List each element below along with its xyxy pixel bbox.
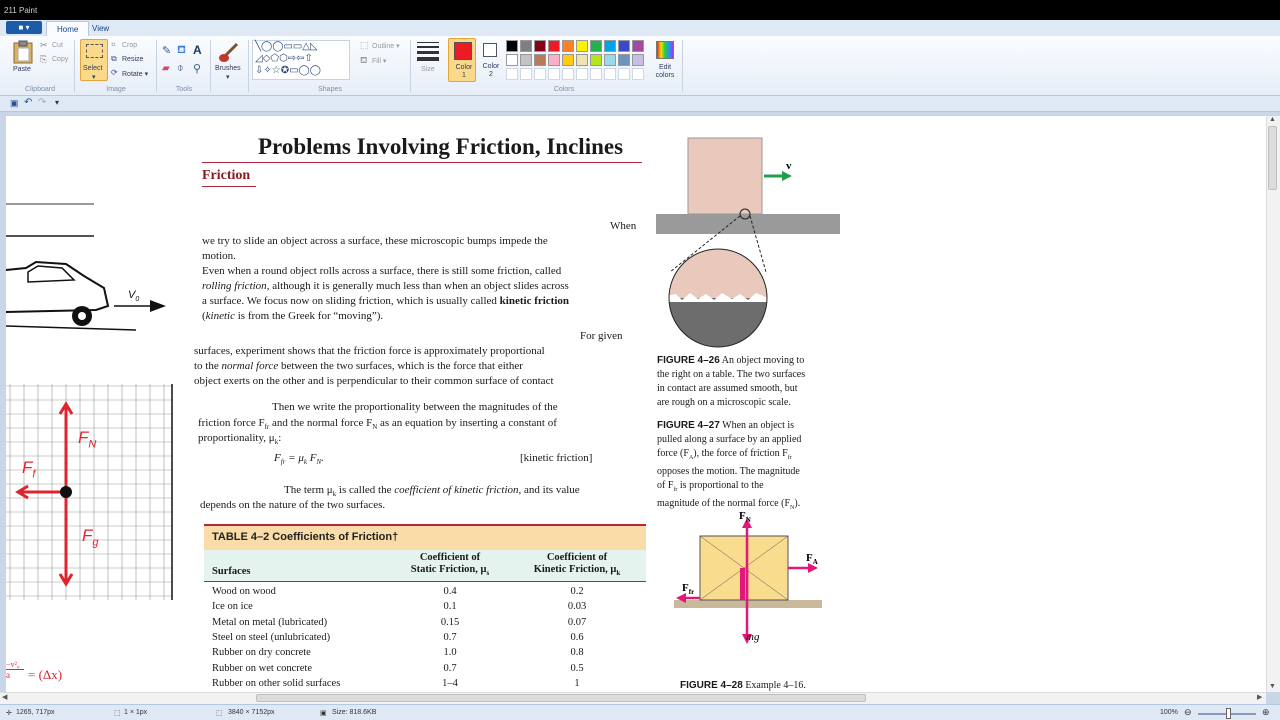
vertical-scrollbar[interactable] bbox=[1266, 116, 1280, 692]
table-row bbox=[204, 601, 646, 616]
figure-4-27-caption: FIGURE 4–27 When an object is pulled along a surface by an applied force $(F_A)$, the force of friction $F_{fr}$ opposes the motion. The magnitude of $F_{fr}$ is proportional to the magnitude of the normal force $(F_N)$. bbox=[657, 420, 802, 511]
disk-icon: ▣ bbox=[320, 710, 327, 717]
cell-static: 0.7 bbox=[443, 662, 457, 674]
paragraph-1a: When bbox=[610, 220, 637, 232]
shapes-gallery[interactable] bbox=[252, 40, 350, 80]
select-icon bbox=[86, 44, 103, 58]
color-picker-icon[interactable]: ⌽ bbox=[177, 62, 184, 74]
palette-swatch-empty[interactable] bbox=[618, 68, 630, 80]
paragraph-1b: we try to slide an object across a surface, these microscopic bumps impede the bbox=[202, 235, 548, 247]
palette-swatch-empty[interactable] bbox=[632, 68, 644, 80]
palette-swatch-empty[interactable] bbox=[576, 68, 588, 80]
palette-swatch[interactable] bbox=[534, 40, 546, 52]
eraser-icon[interactable]: ▰ bbox=[162, 63, 170, 74]
color1-button[interactable] bbox=[448, 38, 476, 82]
palette-swatch-empty[interactable] bbox=[604, 68, 616, 80]
cursor-position: 1265, 717px bbox=[16, 709, 55, 716]
cell-surface: Wood on wood bbox=[212, 586, 276, 597]
shapes-group-label: Shapes bbox=[318, 86, 342, 93]
resize-button[interactable]: Resize bbox=[122, 56, 144, 63]
image-size: 3840 × 7152px bbox=[228, 709, 275, 716]
palette-swatch[interactable] bbox=[618, 40, 630, 52]
paste-label: Paste bbox=[13, 66, 31, 73]
paragraph-3c: to the normal force between the two surfaces, which is the force that either bbox=[194, 360, 523, 372]
friction-table bbox=[204, 524, 646, 692]
cell-static: 1–4 bbox=[442, 677, 458, 689]
table-title: TABLE 4–2 Coefficients of Friction† bbox=[212, 531, 399, 543]
cell-surface: Steel on steel (unlubricated) bbox=[212, 631, 331, 643]
paint-menu-button[interactable]: ■ ▾ bbox=[6, 21, 42, 34]
outline-icon: ⬚ bbox=[360, 40, 369, 50]
zoom-out-icon[interactable]: ⊖ bbox=[1184, 707, 1192, 717]
separator bbox=[156, 40, 157, 92]
kinematics-formula bbox=[6, 660, 24, 680]
pencil-icon[interactable]: ✎ bbox=[162, 45, 172, 57]
quick-access-toolbar bbox=[0, 96, 1280, 112]
figure-4-28-caption: FIGURE 4–28 Example 4–16. bbox=[680, 680, 806, 691]
customize-qat-icon[interactable]: ▾ bbox=[55, 98, 60, 107]
undo-icon[interactable]: ↶ bbox=[24, 97, 33, 108]
palette-swatch-empty[interactable] bbox=[590, 68, 602, 80]
formula-numerator: −v²₀ bbox=[6, 660, 24, 670]
rotate-button[interactable]: Rotate ▾ bbox=[122, 71, 149, 78]
table-row bbox=[204, 632, 646, 647]
cell-kinetic: 1 bbox=[574, 677, 580, 689]
figure-4-26-caption: FIGURE 4–26 An object moving to the right on a table. The two surfaces in contact are assumed smooth, but are rough on a microscopic scale. bbox=[657, 355, 806, 408]
cell-surface: Rubber on other solid surfaces bbox=[212, 677, 341, 689]
zoom-in-icon[interactable]: ⊕ bbox=[1262, 707, 1270, 717]
separator bbox=[210, 40, 211, 92]
colors-group-label: Colors bbox=[553, 86, 575, 93]
select-button[interactable] bbox=[80, 39, 108, 81]
section-underline bbox=[202, 186, 256, 187]
cell-static: 0.15 bbox=[440, 616, 460, 628]
cell-kinetic: 0.03 bbox=[567, 601, 587, 613]
status-bar bbox=[0, 704, 1280, 720]
brushes-label: Brushes bbox=[215, 65, 241, 72]
vertical-scroll-thumb[interactable] bbox=[1268, 126, 1277, 190]
image-size-icon: ⬚ bbox=[216, 710, 223, 717]
zoom-level: 100% bbox=[1160, 709, 1178, 716]
color-palette bbox=[506, 40, 652, 82]
title-underline bbox=[202, 162, 642, 163]
color2-swatch bbox=[483, 43, 497, 57]
car-sketch bbox=[6, 200, 176, 340]
fa-vector-label: $F_A$ bbox=[806, 552, 818, 567]
cell-surface: Metal on metal (lubricated) bbox=[212, 616, 328, 628]
column-header-surfaces: Surfaces bbox=[212, 566, 251, 577]
paragraph-3b: surfaces, experiment shows that the friction force is approximately proportional bbox=[194, 345, 545, 357]
separator bbox=[410, 40, 411, 92]
crop-icon: ⌗ bbox=[111, 40, 116, 49]
copy-icon: ⎘ bbox=[40, 54, 48, 64]
palette-swatch[interactable] bbox=[632, 54, 644, 66]
cell-surface: Rubber on dry concrete bbox=[212, 647, 311, 659]
copy-button[interactable]: Copy bbox=[52, 56, 69, 63]
cell-kinetic: 0.2 bbox=[570, 586, 584, 597]
clipboard-group-label: Clipboard bbox=[25, 86, 55, 93]
palette-swatch[interactable] bbox=[604, 40, 616, 52]
palette-swatch-empty[interactable] bbox=[548, 68, 560, 80]
palette-swatch-empty[interactable] bbox=[562, 68, 574, 80]
page-title: Problems Involving Friction, Inclines bbox=[258, 134, 624, 159]
cell-kinetic: 0.6 bbox=[570, 631, 584, 643]
palette-swatch-empty[interactable] bbox=[534, 68, 546, 80]
paragraph-2b: rolling friction, although it is generally much less than when an object slides across bbox=[202, 280, 569, 292]
v0-label: $V_0$ bbox=[128, 289, 140, 304]
palette-swatch-empty[interactable] bbox=[506, 68, 518, 80]
table-row bbox=[204, 586, 646, 601]
paragraph-1c: motion. bbox=[202, 250, 236, 262]
cell-surface: Rubber on wet concrete bbox=[212, 662, 313, 674]
brushes-button[interactable] bbox=[214, 39, 244, 81]
table-row bbox=[204, 663, 646, 678]
color2-button[interactable] bbox=[478, 38, 504, 82]
palette-swatch[interactable] bbox=[632, 40, 644, 52]
magnifier-icon[interactable]: ⚲ bbox=[193, 63, 202, 75]
column-header-kinetic: Coefficient of Kinetic Friction, $\mu_k$ bbox=[533, 552, 621, 578]
rotate-icon: ⟳ bbox=[111, 68, 118, 77]
palette-swatch[interactable] bbox=[576, 40, 588, 52]
column-header-static: Coefficient of Static Friction, $\mu_s$ bbox=[410, 552, 490, 578]
edit-colors-button[interactable] bbox=[654, 40, 676, 82]
paragraph-3d: object exerts on the other and is perpendicular to their common surface of contact bbox=[194, 375, 554, 387]
paragraph-2a: Even when a round object rolls across a surface, there is still some friction, called bbox=[202, 265, 562, 277]
palette-swatch[interactable] bbox=[520, 54, 532, 66]
fill-bucket-icon: ⛾ bbox=[360, 55, 368, 65]
cursor-position-icon: ✛ bbox=[6, 710, 12, 717]
palette-swatch[interactable] bbox=[562, 40, 574, 52]
paint-canvas[interactable] bbox=[6, 116, 1266, 692]
palette-swatch[interactable] bbox=[590, 40, 602, 52]
zoom-slider-thumb[interactable] bbox=[1226, 708, 1231, 719]
scroll-left-icon[interactable]: ◀ bbox=[2, 694, 8, 701]
palette-swatch[interactable] bbox=[520, 40, 532, 52]
redo-icon[interactable]: ↷ bbox=[38, 97, 47, 108]
figure-4-26-diagram bbox=[656, 136, 846, 362]
scroll-up-icon[interactable]: ▲ bbox=[1269, 116, 1276, 123]
table-row bbox=[204, 647, 646, 662]
palette-swatch[interactable] bbox=[534, 54, 546, 66]
save-icon[interactable]: ▣ bbox=[10, 98, 19, 108]
cell-static: 1.0 bbox=[443, 647, 457, 659]
file-size: Size: 818.6KB bbox=[332, 709, 377, 716]
palette-swatch-empty[interactable] bbox=[520, 68, 532, 80]
selection-size-icon: ⬚ bbox=[114, 710, 121, 717]
image-group-label: Image bbox=[106, 86, 126, 93]
palette-swatch[interactable] bbox=[506, 40, 518, 52]
scissors-icon: ✂ bbox=[40, 40, 48, 50]
fill-icon[interactable]: ⛾ bbox=[177, 44, 186, 56]
paragraph-4c: proportionality, $\mu_k$: bbox=[198, 432, 282, 447]
cell-kinetic: 0.5 bbox=[570, 662, 584, 674]
crop-button[interactable]: Crop bbox=[122, 42, 138, 49]
paragraph-2c: a surface. We focus now on sliding friction, which is usually called kinetic friction bbox=[202, 295, 570, 307]
mg-vector-label: mg bbox=[746, 631, 760, 643]
text-icon[interactable]: A bbox=[193, 43, 202, 57]
fn-vector-label: $F_N$ bbox=[739, 510, 751, 525]
color2-label: Color 2 bbox=[482, 63, 500, 78]
size-lines-icon bbox=[417, 42, 439, 61]
selection-size: 1 × 1px bbox=[124, 709, 148, 716]
color1-label: Color 1 bbox=[455, 64, 473, 79]
fill-button[interactable]: Fill ▾ bbox=[372, 58, 387, 65]
paragraph-4b: friction force $F_{fr}$ and the normal force $F_N$ as an equation by inserting a constant of bbox=[198, 417, 557, 432]
palette-swatch[interactable] bbox=[618, 54, 630, 66]
horizontal-scroll-thumb[interactable] bbox=[256, 694, 866, 702]
fg-handwritten-label: $F_g$ bbox=[82, 526, 99, 549]
palette-swatch[interactable] bbox=[506, 54, 518, 66]
ribbon-tabs bbox=[0, 20, 1280, 36]
chevron-down-icon: ▾ bbox=[92, 74, 96, 81]
palette-swatch[interactable] bbox=[576, 54, 588, 66]
resize-icon: ⧉ bbox=[111, 54, 117, 63]
tools-group-label: Tools bbox=[175, 86, 193, 93]
window-title: 211 Paint bbox=[4, 6, 38, 15]
paragraph-5a: The term $\mu_k$ is called the coefficient of kinetic friction, and its value bbox=[284, 484, 580, 499]
section-heading: Friction bbox=[202, 168, 251, 183]
cell-static: 0.4 bbox=[443, 586, 457, 597]
chevron-down-icon: ▾ bbox=[226, 74, 230, 81]
palette-swatch[interactable] bbox=[562, 54, 574, 66]
select-label: Select bbox=[83, 65, 103, 72]
free-body-grid bbox=[6, 384, 176, 604]
cell-kinetic: 0.8 bbox=[570, 647, 584, 659]
fn-handwritten-label: $F_N$ bbox=[78, 428, 97, 451]
tab-home[interactable]: Home bbox=[46, 21, 89, 36]
paragraph-4a: Then we write the proportionality between the magnitudes of the bbox=[272, 401, 558, 413]
separator bbox=[74, 40, 75, 92]
cell-static: 0.7 bbox=[443, 631, 457, 643]
outline-button[interactable]: Outline ▾ bbox=[372, 43, 400, 50]
palette-swatch[interactable] bbox=[548, 54, 560, 66]
size-label: Size bbox=[421, 66, 435, 73]
velocity-label: v bbox=[786, 160, 792, 172]
table-row bbox=[204, 678, 646, 692]
clipboard-icon bbox=[12, 40, 34, 64]
color1-swatch bbox=[454, 42, 472, 60]
equation-tag: [kinetic friction] bbox=[520, 452, 593, 464]
title-bar bbox=[0, 0, 1280, 20]
kinetic-friction-equation: $F_{fr} = \mu_k$ $F_N$. bbox=[274, 452, 324, 467]
edit-colors-label: Edit colors bbox=[655, 64, 675, 79]
cell-kinetic: 0.07 bbox=[567, 616, 587, 628]
rainbow-icon bbox=[656, 41, 674, 59]
cut-button[interactable]: Cut bbox=[52, 42, 63, 49]
tab-view[interactable]: View bbox=[92, 24, 110, 33]
paragraph-3a: For given bbox=[580, 330, 623, 342]
brush-icon bbox=[217, 41, 241, 65]
shape-icons: ╲◯◯▭▭△◺ ◿◇⬠⬡⇨⇦⇧ ⇩✧☆✪▭◯◯ bbox=[255, 41, 321, 76]
scroll-right-icon[interactable]: ▶ bbox=[1257, 694, 1263, 701]
scroll-down-icon[interactable]: ▼ bbox=[1269, 683, 1276, 690]
table-row bbox=[204, 617, 646, 632]
cell-surface: Ice on ice bbox=[212, 601, 253, 613]
paragraph-2d: (kinetic is from the Greek for “moving”). bbox=[202, 310, 384, 322]
palette-swatch[interactable] bbox=[548, 40, 560, 52]
ff-handwritten-label: $F_f$ bbox=[22, 458, 36, 481]
separator bbox=[248, 40, 249, 92]
paragraph-5b: depends on the nature of the two surfaces. bbox=[200, 499, 386, 511]
paste-button[interactable] bbox=[10, 40, 36, 76]
palette-swatch[interactable] bbox=[604, 54, 616, 66]
palette-swatch[interactable] bbox=[590, 54, 602, 66]
cell-static: 0.1 bbox=[443, 601, 457, 613]
ffr-vector-label: $F_{fr}$ bbox=[682, 582, 695, 597]
formula-denominator: a bbox=[6, 670, 10, 680]
formula-rhs: = (Δx) bbox=[28, 667, 63, 682]
separator bbox=[682, 40, 683, 92]
size-button[interactable] bbox=[414, 40, 442, 80]
